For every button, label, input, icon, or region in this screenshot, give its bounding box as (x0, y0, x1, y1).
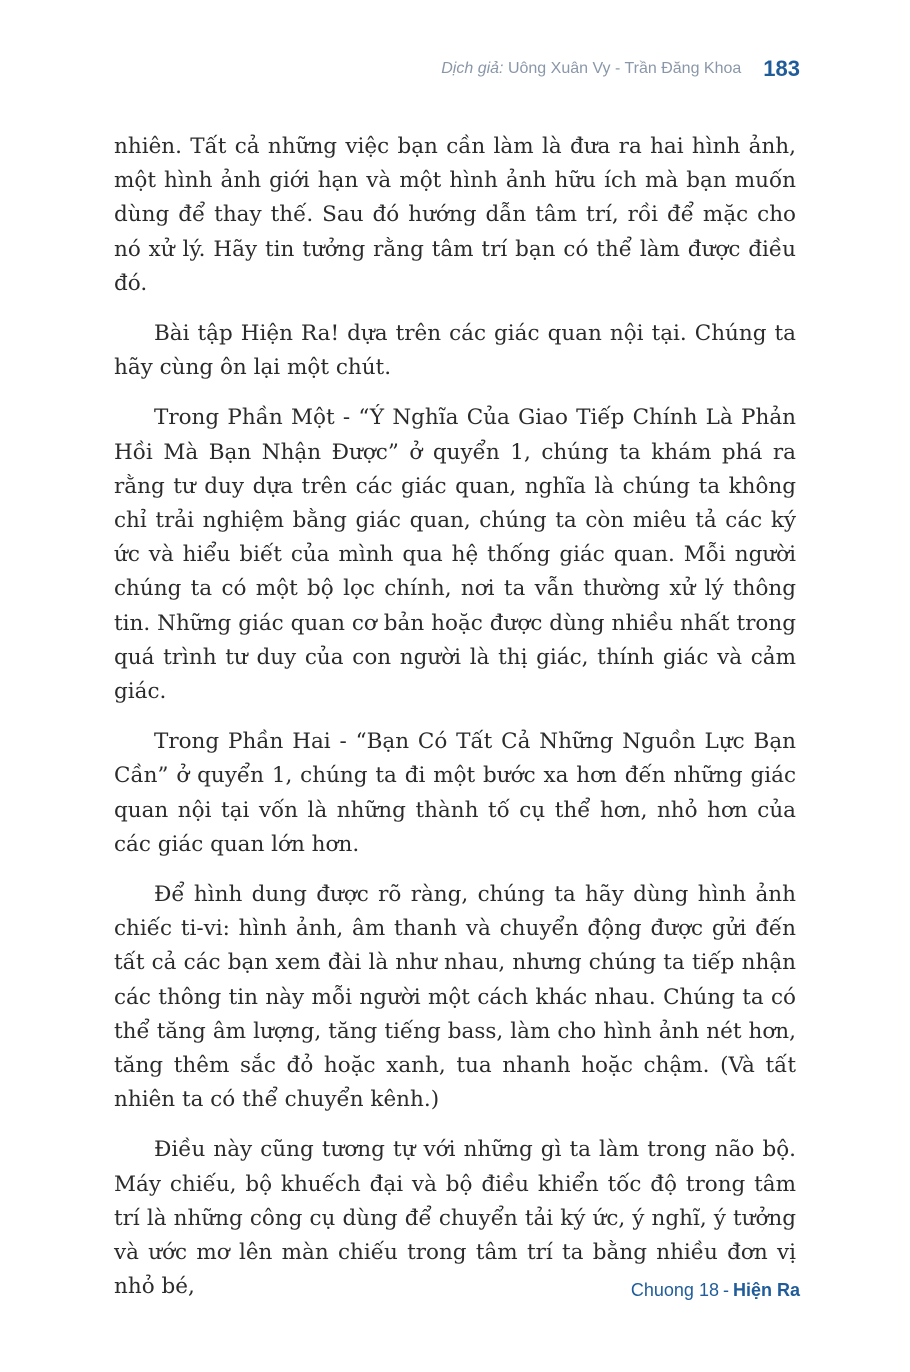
paragraph: nhiên. Tất cả những việc bạn cần làm là đưa ra hai hình ảnh, một hình ảnh giới hạn và một hình ảnh hữu ích mà bạn muốn dùng để thay thế. Sau đó hướng dẫn tâm trí, rồi để mặc cho nó xử lý. Hãy tin tưởng rằng tâm trí bạn có thể làm được điều đó. (114, 134, 796, 296)
chapter-label: Chuong 18 (630, 1280, 719, 1300)
paragraph: Trong Phần Hai - “Bạn Có Tất Cả Những Nguồn Lực Bạn Cần” ở quyển 1, chúng ta đi một bước xa hơn đến những giác quan nội tại vốn là những thành tố cụ thể hơn, nhỏ hơn của các giác quan lớn hơn. (114, 729, 796, 857)
running-footer (0, 1280, 800, 1301)
paragraph: Điều này cũng tương tự với những gì ta làm trong não bộ. Máy chiếu, bộ khuếch đại và bộ điều khiển tốc độ trong tâm trí là những công cụ dùng để chuyển tải ký ức, ý nghĩ, ý tưởng và ước mơ lên màn chiếu trong tâm trí ta bằng nhiều đơn vị nhỏ bé, (114, 1137, 796, 1300)
page-number: 183 (763, 56, 800, 81)
translator-credit (441, 60, 741, 77)
paragraph: Trong Phần Một - “Ý Nghĩa Của Giao Tiếp Chính Là Phản Hồi Mà Bạn Nhận Được” ở quyển 1, chúng ta khám phá ra rằng tư duy dựa trên các giác quan, nghĩa là chúng ta không chỉ trải nghiệm bằng giác quan, chúng ta còn miêu tả các ký ức và hiểu biết của mình qua hệ thống giác quan. Mỗi người chúng ta có một bộ lọc chính, nơi ta vẫn thường xử lý thông tin. Những giác quan cơ bản hoặc được dùng nhiều nhất trong quá trình tư duy của con người là thị giác, thính giác và cảm giác. (114, 405, 796, 705)
footer-separator: - (722, 1280, 729, 1300)
body-text (114, 130, 796, 1321)
paragraph: Bài tập Hiện Ra! dựa trên các giác quan nội tại. Chúng ta hãy cùng ôn lại một chút. (114, 321, 796, 381)
translator-label: Dịch giả: (441, 60, 504, 77)
paragraph: Để hình dung được rõ ràng, chúng ta hãy dùng hình ảnh chiếc ti-vi: hình ảnh, âm thanh và chuyển động được gửi đến tất cả các bạn xem đài là như nhau, nhưng chúng ta tiếp nhận các thông tin này mỗi người một cách khác nhau. Chúng ta có thể tăng âm lượng, tăng tiếng bass, làm cho hình ảnh nét hơn, tăng thêm sắc đỏ hoặc xanh, tua nhanh hoặc chậm. (Và tất nhiên ta có thể chuyển kênh.) (114, 882, 796, 1113)
translator-names: Uông Xuân Vy - Trần Đăng Khoa (507, 60, 742, 77)
chapter-title: Hiện Ra (732, 1280, 800, 1300)
running-header (0, 56, 800, 82)
